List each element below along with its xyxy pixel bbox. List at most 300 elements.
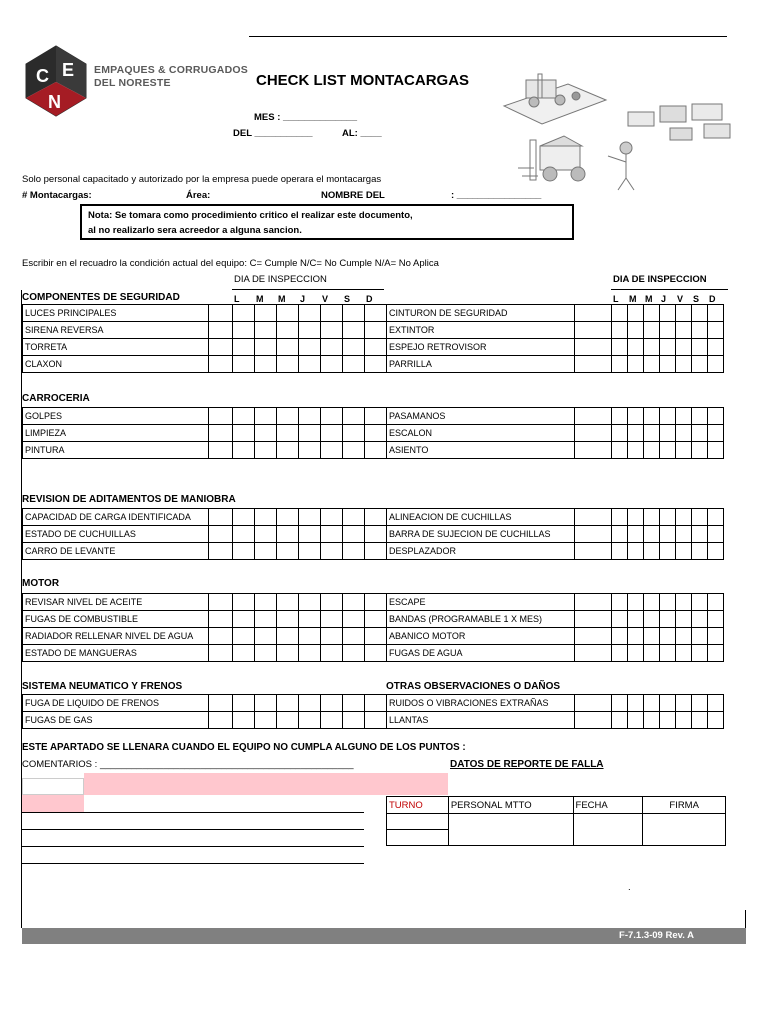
day-check-cell[interactable]: [676, 712, 692, 729]
blank-cell[interactable]: [209, 356, 233, 373]
day-check-cell[interactable]: [343, 425, 365, 442]
day-check-cell[interactable]: [708, 339, 724, 356]
day-check-cell[interactable]: [644, 712, 660, 729]
comment-cell[interactable]: [22, 778, 84, 795]
day-check-cell[interactable]: [277, 408, 299, 425]
checklist-table-right: [386, 304, 724, 373]
day-check-cell[interactable]: [612, 322, 628, 339]
falla-table: [386, 796, 726, 846]
day-check-cell[interactable]: [321, 611, 343, 628]
day-check-cell[interactable]: [612, 425, 628, 442]
day-check-cell[interactable]: [343, 543, 365, 560]
day-check-cell[interactable]: [255, 322, 277, 339]
day-check-cell[interactable]: [644, 305, 660, 322]
day-check-cell[interactable]: [255, 712, 277, 729]
comment-highlight[interactable]: [84, 773, 448, 795]
day-check-cell[interactable]: [343, 305, 365, 322]
day-check-cell[interactable]: [660, 594, 676, 611]
day-check-cell[interactable]: [676, 695, 692, 712]
day-letter: S: [693, 293, 700, 304]
day-check-cell[interactable]: [365, 645, 387, 662]
day-check-cell[interactable]: [299, 628, 321, 645]
blank-cell[interactable]: [575, 645, 612, 662]
day-check-cell[interactable]: [299, 356, 321, 373]
day-check-cell[interactable]: [365, 611, 387, 628]
day-check-cell[interactable]: [255, 611, 277, 628]
day-check-cell[interactable]: [692, 594, 708, 611]
day-check-cell[interactable]: [233, 645, 255, 662]
frame-right: [745, 910, 746, 928]
day-check-cell[interactable]: [644, 356, 660, 373]
blank-cell[interactable]: [575, 339, 612, 356]
day-check-cell[interactable]: [628, 356, 644, 373]
day-check-cell[interactable]: [365, 322, 387, 339]
day-check-cell[interactable]: [628, 526, 644, 543]
day-check-cell[interactable]: [255, 695, 277, 712]
day-check-cell[interactable]: [660, 305, 676, 322]
day-check-cell[interactable]: [708, 509, 724, 526]
day-check-cell[interactable]: [628, 611, 644, 628]
day-check-cell[interactable]: [676, 442, 692, 459]
day-check-cell[interactable]: [612, 526, 628, 543]
day-check-cell[interactable]: [343, 645, 365, 662]
day-check-cell[interactable]: [660, 526, 676, 543]
day-check-cell[interactable]: [321, 442, 343, 459]
day-check-cell[interactable]: [299, 526, 321, 543]
comentarios-field[interactable]: COMENTARIOS : ________________________________________________: [22, 759, 354, 770]
personal-cell[interactable]: [448, 814, 573, 846]
comment-line[interactable]: [22, 829, 364, 830]
blank-cell[interactable]: [209, 339, 233, 356]
day-header-right: DIA DE INSPECCION: [613, 274, 707, 285]
day-check-cell[interactable]: [676, 645, 692, 662]
day-check-cell[interactable]: [299, 645, 321, 662]
day-check-cell[interactable]: [612, 611, 628, 628]
day-check-cell[interactable]: [676, 594, 692, 611]
blank-cell[interactable]: [209, 425, 233, 442]
day-check-cell[interactable]: [628, 594, 644, 611]
blank-cell[interactable]: [575, 425, 612, 442]
day-check-cell[interactable]: [299, 695, 321, 712]
day-check-cell[interactable]: [365, 712, 387, 729]
day-check-cell[interactable]: [660, 611, 676, 628]
blank-cell[interactable]: [575, 628, 612, 645]
day-check-cell[interactable]: [612, 628, 628, 645]
blank-cell[interactable]: [209, 408, 233, 425]
blank-cell[interactable]: [575, 408, 612, 425]
table-row: [23, 408, 387, 425]
day-check-cell[interactable]: [644, 543, 660, 560]
day-check-cell[interactable]: [692, 425, 708, 442]
day-check-cell[interactable]: [233, 594, 255, 611]
day-check-cell[interactable]: [299, 408, 321, 425]
blank-cell[interactable]: [575, 695, 612, 712]
checklist-table-left: [22, 508, 387, 560]
checklist-table-left: [22, 694, 387, 729]
day-check-cell[interactable]: [255, 339, 277, 356]
day-check-cell[interactable]: [255, 543, 277, 560]
day-check-cell[interactable]: [644, 526, 660, 543]
day-check-cell[interactable]: [692, 645, 708, 662]
day-check-cell[interactable]: [708, 712, 724, 729]
day-check-cell[interactable]: [612, 645, 628, 662]
day-check-cell[interactable]: [660, 425, 676, 442]
section-title-seguridad: COMPONENTES DE SEGURIDAD: [22, 292, 180, 303]
day-check-cell[interactable]: [321, 509, 343, 526]
blank-cell[interactable]: [209, 611, 233, 628]
day-check-cell[interactable]: [660, 442, 676, 459]
day-check-cell[interactable]: [628, 628, 644, 645]
day-check-cell[interactable]: [676, 611, 692, 628]
day-check-cell[interactable]: [277, 305, 299, 322]
day-check-cell[interactable]: [233, 339, 255, 356]
day-check-cell[interactable]: [365, 526, 387, 543]
day-check-cell[interactable]: [365, 628, 387, 645]
day-check-cell[interactable]: [365, 695, 387, 712]
day-check-cell[interactable]: [233, 628, 255, 645]
turno-cell[interactable]: [387, 830, 449, 846]
day-check-cell[interactable]: [660, 339, 676, 356]
day-check-cell[interactable]: [612, 712, 628, 729]
day-check-cell[interactable]: [277, 695, 299, 712]
frame-left: [21, 290, 22, 928]
firma-cell[interactable]: [643, 814, 726, 846]
day-check-cell[interactable]: [644, 695, 660, 712]
day-check-cell[interactable]: [692, 322, 708, 339]
day-check-cell[interactable]: [692, 408, 708, 425]
blank-cell[interactable]: [209, 305, 233, 322]
day-check-cell[interactable]: [343, 611, 365, 628]
day-check-cell[interactable]: [676, 339, 692, 356]
day-check-cell[interactable]: [612, 305, 628, 322]
blank-cell[interactable]: [209, 509, 233, 526]
day-check-cell[interactable]: [644, 425, 660, 442]
day-check-cell[interactable]: [233, 442, 255, 459]
day-check-cell[interactable]: [708, 594, 724, 611]
day-check-cell[interactable]: [365, 594, 387, 611]
table-row: [387, 645, 724, 662]
del-field[interactable]: DEL ___________: [233, 128, 313, 139]
day-check-cell[interactable]: [299, 425, 321, 442]
day-check-cell[interactable]: [628, 442, 644, 459]
day-check-cell[interactable]: [708, 425, 724, 442]
blank-cell[interactable]: [575, 594, 612, 611]
day-check-cell[interactable]: [708, 611, 724, 628]
comment-line[interactable]: [22, 812, 364, 813]
blank-cell[interactable]: [575, 543, 612, 560]
day-check-cell[interactable]: [343, 509, 365, 526]
item-label: ALINEACION DE CUCHILLAS: [387, 509, 575, 526]
day-check-cell[interactable]: [255, 594, 277, 611]
day-check-cell[interactable]: [343, 408, 365, 425]
day-check-cell[interactable]: [676, 526, 692, 543]
day-check-cell[interactable]: [628, 408, 644, 425]
day-check-cell[interactable]: [708, 645, 724, 662]
day-check-cell[interactable]: [692, 543, 708, 560]
day-check-cell[interactable]: [660, 712, 676, 729]
blank-cell[interactable]: [575, 442, 612, 459]
day-check-cell[interactable]: [644, 611, 660, 628]
day-check-cell[interactable]: [299, 322, 321, 339]
day-check-cell[interactable]: [612, 356, 628, 373]
day-check-cell[interactable]: [321, 543, 343, 560]
blank-cell[interactable]: [575, 526, 612, 543]
day-check-cell[interactable]: [660, 628, 676, 645]
day-check-cell[interactable]: [255, 408, 277, 425]
day-check-cell[interactable]: [299, 594, 321, 611]
blank-cell[interactable]: [575, 611, 612, 628]
day-check-cell[interactable]: [660, 322, 676, 339]
day-check-cell[interactable]: [628, 543, 644, 560]
day-check-cell[interactable]: [692, 712, 708, 729]
day-check-cell[interactable]: [321, 526, 343, 543]
day-check-cell[interactable]: [692, 339, 708, 356]
day-check-cell[interactable]: [692, 509, 708, 526]
day-check-cell[interactable]: [676, 543, 692, 560]
table-row: [387, 594, 724, 611]
item-label: BANDAS (PROGRAMABLE 1 X MES): [387, 611, 575, 628]
day-check-cell[interactable]: [255, 425, 277, 442]
day-check-cell[interactable]: [233, 425, 255, 442]
day-check-cell[interactable]: [321, 425, 343, 442]
day-check-cell[interactable]: [255, 526, 277, 543]
day-check-cell[interactable]: [321, 645, 343, 662]
day-check-cell[interactable]: [255, 645, 277, 662]
day-check-cell[interactable]: [233, 695, 255, 712]
mes-field[interactable]: MES : ______________: [254, 112, 357, 123]
day-check-cell[interactable]: [612, 339, 628, 356]
day-check-cell[interactable]: [692, 526, 708, 543]
day-check-cell[interactable]: [255, 305, 277, 322]
authorized-text: Solo personal capacitado y autorizado por la empresa puede operara el montacargas: [22, 174, 382, 185]
day-check-cell[interactable]: [692, 356, 708, 373]
day-check-cell[interactable]: [676, 509, 692, 526]
blank-cell[interactable]: [209, 442, 233, 459]
day-check-cell[interactable]: [365, 339, 387, 356]
day-check-cell[interactable]: [343, 594, 365, 611]
day-check-cell[interactable]: [233, 509, 255, 526]
blank-cell[interactable]: [209, 628, 233, 645]
day-check-cell[interactable]: [277, 594, 299, 611]
day-check-cell[interactable]: [321, 628, 343, 645]
svg-text:E: E: [62, 60, 75, 80]
blank-cell[interactable]: [209, 543, 233, 560]
day-check-cell[interactable]: [321, 695, 343, 712]
day-check-cell[interactable]: [277, 611, 299, 628]
al-field[interactable]: AL: ____: [342, 128, 382, 139]
blank-cell[interactable]: [209, 322, 233, 339]
day-check-cell[interactable]: [299, 509, 321, 526]
day-check-cell[interactable]: [612, 408, 628, 425]
comment-line[interactable]: [22, 846, 364, 847]
day-check-cell[interactable]: [612, 594, 628, 611]
day-check-cell[interactable]: [628, 322, 644, 339]
day-check-cell[interactable]: [692, 442, 708, 459]
day-check-cell[interactable]: [277, 442, 299, 459]
day-check-cell[interactable]: [343, 695, 365, 712]
day-check-cell[interactable]: [233, 305, 255, 322]
day-check-cell[interactable]: [343, 322, 365, 339]
day-check-cell[interactable]: [644, 645, 660, 662]
rule: [232, 289, 384, 290]
day-check-cell[interactable]: [277, 645, 299, 662]
day-check-cell[interactable]: [676, 628, 692, 645]
day-check-cell[interactable]: [277, 339, 299, 356]
day-check-cell[interactable]: [628, 339, 644, 356]
day-check-cell[interactable]: [277, 628, 299, 645]
fecha-cell[interactable]: [573, 814, 643, 846]
day-check-cell[interactable]: [644, 628, 660, 645]
day-letter: M: [256, 293, 264, 304]
blank-cell[interactable]: [209, 526, 233, 543]
day-check-cell[interactable]: [692, 305, 708, 322]
nombre-field[interactable]: : ________________: [451, 190, 542, 201]
day-check-cell[interactable]: [255, 356, 277, 373]
day-check-cell[interactable]: [299, 442, 321, 459]
day-check-cell[interactable]: [365, 408, 387, 425]
day-check-cell[interactable]: [365, 543, 387, 560]
day-check-cell[interactable]: [676, 322, 692, 339]
day-check-cell[interactable]: [277, 425, 299, 442]
day-check-cell[interactable]: [277, 509, 299, 526]
day-check-cell[interactable]: [708, 628, 724, 645]
day-check-cell[interactable]: [321, 322, 343, 339]
day-check-cell[interactable]: [321, 339, 343, 356]
blank-cell[interactable]: [575, 712, 612, 729]
day-check-cell[interactable]: [644, 408, 660, 425]
day-check-cell[interactable]: [277, 712, 299, 729]
day-check-cell[interactable]: [277, 356, 299, 373]
day-check-cell[interactable]: [708, 356, 724, 373]
day-check-cell[interactable]: [644, 509, 660, 526]
blank-cell[interactable]: [209, 594, 233, 611]
day-check-cell[interactable]: [233, 408, 255, 425]
day-check-cell[interactable]: [676, 425, 692, 442]
day-check-cell[interactable]: [660, 408, 676, 425]
day-check-cell[interactable]: [708, 322, 724, 339]
day-check-cell[interactable]: [321, 712, 343, 729]
day-check-cell[interactable]: [321, 408, 343, 425]
day-check-cell[interactable]: [255, 442, 277, 459]
day-check-cell[interactable]: [628, 509, 644, 526]
day-check-cell[interactable]: [321, 356, 343, 373]
checklist-table-right: [386, 593, 724, 662]
day-check-cell[interactable]: [708, 305, 724, 322]
blank-cell[interactable]: [209, 645, 233, 662]
day-check-cell[interactable]: [628, 695, 644, 712]
day-check-cell[interactable]: [233, 356, 255, 373]
day-check-cell[interactable]: [255, 628, 277, 645]
day-check-cell[interactable]: [692, 628, 708, 645]
day-check-cell[interactable]: [343, 339, 365, 356]
day-check-cell[interactable]: [692, 611, 708, 628]
table-row: [387, 712, 724, 729]
day-check-cell[interactable]: [365, 509, 387, 526]
day-check-cell[interactable]: [277, 543, 299, 560]
comment-line[interactable]: [22, 863, 364, 864]
day-check-cell[interactable]: [612, 509, 628, 526]
turno-cell[interactable]: [387, 814, 449, 830]
table-row: [23, 645, 387, 662]
day-check-cell[interactable]: [365, 305, 387, 322]
day-check-cell[interactable]: [692, 695, 708, 712]
day-check-cell[interactable]: [233, 712, 255, 729]
day-check-cell[interactable]: [365, 356, 387, 373]
day-check-cell[interactable]: [708, 543, 724, 560]
day-check-cell[interactable]: [612, 543, 628, 560]
blank-cell[interactable]: [575, 322, 612, 339]
day-check-cell[interactable]: [277, 322, 299, 339]
day-check-cell[interactable]: [660, 356, 676, 373]
day-check-cell[interactable]: [708, 408, 724, 425]
blank-cell[interactable]: [209, 712, 233, 729]
blank-cell[interactable]: [575, 305, 612, 322]
day-check-cell[interactable]: [612, 695, 628, 712]
day-check-cell[interactable]: [299, 712, 321, 729]
day-check-cell[interactable]: [708, 526, 724, 543]
day-check-cell[interactable]: [708, 695, 724, 712]
table-row: [387, 543, 724, 560]
day-check-cell[interactable]: [708, 442, 724, 459]
day-check-cell[interactable]: [299, 543, 321, 560]
turno-header: TURNO: [387, 797, 449, 814]
day-check-cell[interactable]: [660, 509, 676, 526]
company-logo-icon: [22, 42, 90, 118]
day-check-cell[interactable]: [660, 695, 676, 712]
day-check-cell[interactable]: [676, 408, 692, 425]
blank-cell[interactable]: [575, 356, 612, 373]
day-check-cell[interactable]: [365, 442, 387, 459]
blank-cell[interactable]: [575, 509, 612, 526]
day-check-cell[interactable]: [365, 425, 387, 442]
day-check-cell[interactable]: [644, 322, 660, 339]
day-check-cell[interactable]: [628, 305, 644, 322]
day-check-cell[interactable]: [299, 305, 321, 322]
day-check-cell[interactable]: [343, 628, 365, 645]
table-row: [23, 442, 387, 459]
day-check-cell[interactable]: [676, 305, 692, 322]
day-check-cell[interactable]: [277, 526, 299, 543]
day-check-cell[interactable]: [676, 356, 692, 373]
item-label: LLANTAS: [387, 712, 575, 729]
day-check-cell[interactable]: [660, 543, 676, 560]
day-check-cell[interactable]: [644, 594, 660, 611]
day-check-cell[interactable]: [233, 526, 255, 543]
day-letter: S: [344, 293, 351, 304]
day-check-cell[interactable]: [321, 594, 343, 611]
day-check-cell[interactable]: [299, 611, 321, 628]
comment-highlight[interactable]: [22, 795, 84, 813]
day-check-cell[interactable]: [321, 305, 343, 322]
day-check-cell[interactable]: [628, 712, 644, 729]
day-check-cell[interactable]: [612, 442, 628, 459]
day-check-cell[interactable]: [343, 526, 365, 543]
day-check-cell[interactable]: [233, 543, 255, 560]
day-check-cell[interactable]: [628, 645, 644, 662]
day-check-cell[interactable]: [644, 442, 660, 459]
day-check-cell[interactable]: [233, 611, 255, 628]
day-check-cell[interactable]: [644, 339, 660, 356]
day-check-cell[interactable]: [233, 322, 255, 339]
day-check-cell[interactable]: [255, 509, 277, 526]
day-check-cell[interactable]: [343, 356, 365, 373]
day-check-cell[interactable]: [343, 442, 365, 459]
blank-cell[interactable]: [209, 695, 233, 712]
day-check-cell[interactable]: [299, 339, 321, 356]
day-check-cell[interactable]: [660, 645, 676, 662]
day-check-cell[interactable]: [628, 425, 644, 442]
day-check-cell[interactable]: [343, 712, 365, 729]
